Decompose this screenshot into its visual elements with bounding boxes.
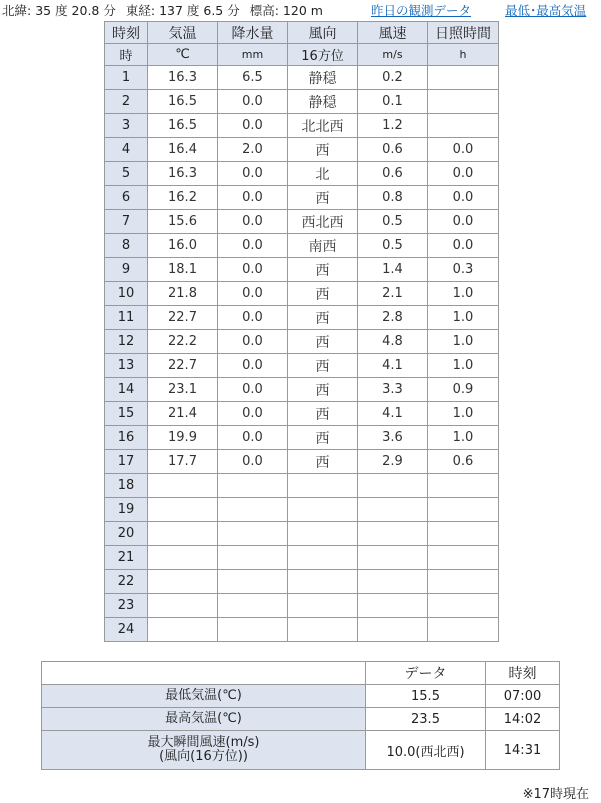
sunshine-cell [428,114,499,138]
precipitation-cell: 0.0 [218,306,288,330]
table-row [105,402,499,426]
station-info-bar [2,2,599,19]
wind-direction-cell [288,546,358,570]
wind-speed-cell: 0.8 [358,186,428,210]
table-header-row [105,22,499,44]
wind-speed-cell: 2.1 [358,282,428,306]
wind-speed-cell: 3.6 [358,426,428,450]
precipitation-cell: 0.0 [218,258,288,282]
table-row [105,474,499,498]
summary-row-min-temp [42,685,560,708]
summary-header-time: 時刻 [486,662,560,685]
min-temp-value: 15.5 [366,685,486,708]
max-gust-label-cell [42,731,366,770]
sunshine-cell: 0.3 [428,258,499,282]
wind-speed-cell [358,498,428,522]
unit-temperature: ℃ [148,44,218,66]
hour-cell: 10 [105,282,148,306]
daily-summary-table [41,661,560,770]
wind-direction-cell [288,474,358,498]
wind-speed-cell: 0.6 [358,162,428,186]
wind-speed-cell: 0.5 [358,234,428,258]
hour-cell: 6 [105,186,148,210]
temperature-cell [148,594,218,618]
wind-speed-cell: 2.9 [358,450,428,474]
header-time: 時刻 [105,22,148,44]
temperature-cell [148,546,218,570]
min-temp-label: 最低気温(℃) [42,685,366,708]
wind-direction-cell: 西 [288,450,358,474]
table-row [105,186,499,210]
precipitation-cell: 0.0 [218,330,288,354]
table-row [105,90,499,114]
table-row [105,306,499,330]
temperature-cell: 16.3 [148,162,218,186]
hour-cell: 2 [105,90,148,114]
temperature-cell [148,522,218,546]
precipitation-cell [218,474,288,498]
altitude-value: 120 m [282,3,323,18]
table-row [105,138,499,162]
as-of-footnote: ※17時現在 [522,787,589,802]
precipitation-cell: 0.0 [218,354,288,378]
sunshine-cell [428,474,499,498]
sunshine-cell [428,66,499,90]
table-row [105,114,499,138]
table-row [105,618,499,642]
sunshine-cell [428,498,499,522]
summary-row-max-gust [42,731,560,770]
temperature-cell: 21.4 [148,402,218,426]
temperature-cell: 22.2 [148,330,218,354]
max-gust-time: 14:31 [486,731,560,770]
table-row [105,282,499,306]
table-body [105,66,499,642]
table-row [105,426,499,450]
precipitation-cell: 0.0 [218,378,288,402]
temperature-cell [148,618,218,642]
wind-direction-cell [288,570,358,594]
yesterday-data-link[interactable]: 昨日の観測データ [371,3,472,18]
wind-speed-cell: 0.5 [358,210,428,234]
wind-speed-cell [358,546,428,570]
hour-cell: 14 [105,378,148,402]
longitude-value: 137 度 6.5 分 [159,3,240,18]
precipitation-cell [218,546,288,570]
temperature-cell: 17.7 [148,450,218,474]
header-temperature: 気温 [148,22,218,44]
summary-row-max-temp [42,708,560,731]
temperature-cell: 22.7 [148,306,218,330]
hour-cell: 18 [105,474,148,498]
temperature-cell [148,570,218,594]
temperature-cell: 18.1 [148,258,218,282]
precipitation-cell: 0.0 [218,114,288,138]
hour-cell: 15 [105,402,148,426]
sunshine-cell: 1.0 [428,402,499,426]
precipitation-cell: 0.0 [218,282,288,306]
wind-direction-cell: 北 [288,162,358,186]
wind-speed-cell [358,474,428,498]
temperature-cell: 16.0 [148,234,218,258]
precipitation-cell: 0.0 [218,402,288,426]
precipitation-cell: 2.0 [218,138,288,162]
precipitation-cell: 0.0 [218,90,288,114]
wind-direction-cell: 西 [288,330,358,354]
sunshine-cell: 1.0 [428,426,499,450]
precipitation-cell [218,618,288,642]
sunshine-cell [428,90,499,114]
wind-direction-cell: 西 [288,402,358,426]
temperature-cell: 16.5 [148,114,218,138]
wind-direction-cell: 西 [288,186,358,210]
sunshine-cell [428,522,499,546]
sunshine-cell: 1.0 [428,330,499,354]
precipitation-cell: 0.0 [218,234,288,258]
sunshine-cell: 0.0 [428,186,499,210]
table-units-row [105,44,499,66]
wind-speed-cell: 0.1 [358,90,428,114]
precipitation-cell: 6.5 [218,66,288,90]
unit-wind-direction: 16方位 [288,44,358,66]
wind-direction-cell: 西 [288,258,358,282]
wind-direction-cell [288,594,358,618]
table-row [105,498,499,522]
sunshine-cell: 1.0 [428,282,499,306]
wind-direction-cell: 西 [288,378,358,402]
sunshine-cell: 0.0 [428,210,499,234]
table-row [105,522,499,546]
hour-cell: 3 [105,114,148,138]
wind-speed-cell: 3.3 [358,378,428,402]
wind-speed-cell [358,570,428,594]
max-temp-label: 最高気温(℃) [42,708,366,731]
wind-speed-cell [358,618,428,642]
sunshine-cell [428,618,499,642]
table-row [105,594,499,618]
wind-direction-cell: 西 [288,306,358,330]
precipitation-cell: 0.0 [218,210,288,234]
max-gust-label-sub: (風向(16方位)) [159,749,248,764]
hour-cell: 17 [105,450,148,474]
min-max-temp-link[interactable]: 最低･最高気温 [505,3,587,18]
hourly-observation-table [104,21,499,642]
wind-direction-cell: 西 [288,282,358,306]
latitude-value: 35 度 20.8 分 [35,3,116,18]
wind-direction-cell [288,522,358,546]
table-row [105,378,499,402]
hour-cell: 1 [105,66,148,90]
min-temp-time: 07:00 [486,685,560,708]
table-row [105,234,499,258]
max-gust-label: 最大瞬間風速(m/s) [147,735,260,750]
wind-speed-cell [358,522,428,546]
sunshine-cell: 1.0 [428,354,499,378]
table-row [105,330,499,354]
altitude-label: 標高: [249,3,279,18]
hour-cell: 7 [105,210,148,234]
summary-header-data: データ [366,662,486,685]
precipitation-cell: 0.0 [218,426,288,450]
temperature-cell: 21.8 [148,282,218,306]
precipitation-cell: 0.0 [218,186,288,210]
table-row [105,354,499,378]
temperature-cell [148,474,218,498]
table-row [105,210,499,234]
wind-speed-cell: 1.2 [358,114,428,138]
hour-cell: 5 [105,162,148,186]
max-gust-value: 10.0(西北西) [366,731,486,770]
sunshine-cell [428,570,499,594]
precipitation-cell: 0.0 [218,162,288,186]
wind-speed-cell [358,594,428,618]
wind-speed-cell: 4.1 [358,354,428,378]
hour-cell: 21 [105,546,148,570]
unit-sunshine: h [428,44,499,66]
hour-cell: 11 [105,306,148,330]
max-temp-value: 23.5 [366,708,486,731]
summary-header-row [42,662,560,685]
wind-speed-cell: 1.4 [358,258,428,282]
precipitation-cell: 0.0 [218,450,288,474]
table-row [105,546,499,570]
precipitation-cell [218,594,288,618]
table-row [105,162,499,186]
temperature-cell: 16.3 [148,66,218,90]
precipitation-cell [218,570,288,594]
sunshine-cell: 1.0 [428,306,499,330]
hour-cell: 4 [105,138,148,162]
sunshine-cell: 0.0 [428,234,499,258]
hour-cell: 22 [105,570,148,594]
sunshine-cell: 0.9 [428,378,499,402]
wind-direction-cell: 静穏 [288,66,358,90]
temperature-cell: 15.6 [148,210,218,234]
temperature-cell: 23.1 [148,378,218,402]
temperature-cell: 16.4 [148,138,218,162]
wind-direction-cell: 北北西 [288,114,358,138]
hour-cell: 24 [105,618,148,642]
unit-wind-speed: m/s [358,44,428,66]
latitude-label: 北緯: [2,3,32,18]
sunshine-cell: 0.6 [428,450,499,474]
precipitation-cell [218,498,288,522]
wind-speed-cell: 4.1 [358,402,428,426]
hour-cell: 16 [105,426,148,450]
header-wind-speed: 風速 [358,22,428,44]
wind-direction-cell: 西 [288,354,358,378]
longitude-label: 東経: [125,3,156,18]
hour-cell: 23 [105,594,148,618]
hour-cell: 12 [105,330,148,354]
wind-direction-cell: 南西 [288,234,358,258]
wind-speed-cell: 0.2 [358,66,428,90]
temperature-cell: 16.2 [148,186,218,210]
header-precipitation: 降水量 [218,22,288,44]
wind-speed-cell: 2.8 [358,306,428,330]
wind-direction-cell: 西北西 [288,210,358,234]
table-row [105,570,499,594]
hour-cell: 8 [105,234,148,258]
header-wind-direction: 風向 [288,22,358,44]
table-row [105,66,499,90]
temperature-cell: 22.7 [148,354,218,378]
wind-direction-cell: 静穏 [288,90,358,114]
table-row [105,258,499,282]
hour-cell: 13 [105,354,148,378]
wind-direction-cell: 西 [288,138,358,162]
wind-direction-cell [288,498,358,522]
hour-cell: 20 [105,522,148,546]
hour-cell: 9 [105,258,148,282]
max-temp-time: 14:02 [486,708,560,731]
wind-speed-cell: 0.6 [358,138,428,162]
temperature-cell: 19.9 [148,426,218,450]
sunshine-cell: 0.0 [428,162,499,186]
temperature-cell [148,498,218,522]
wind-direction-cell [288,618,358,642]
unit-precipitation: mm [218,44,288,66]
wind-speed-cell: 4.8 [358,330,428,354]
wind-direction-cell: 西 [288,426,358,450]
sunshine-cell [428,594,499,618]
summary-header-blank [42,662,366,685]
header-sunshine: 日照時間 [428,22,499,44]
precipitation-cell [218,522,288,546]
unit-time: 時 [105,44,148,66]
hour-cell: 19 [105,498,148,522]
sunshine-cell [428,546,499,570]
table-row [105,450,499,474]
sunshine-cell: 0.0 [428,138,499,162]
temperature-cell: 16.5 [148,90,218,114]
